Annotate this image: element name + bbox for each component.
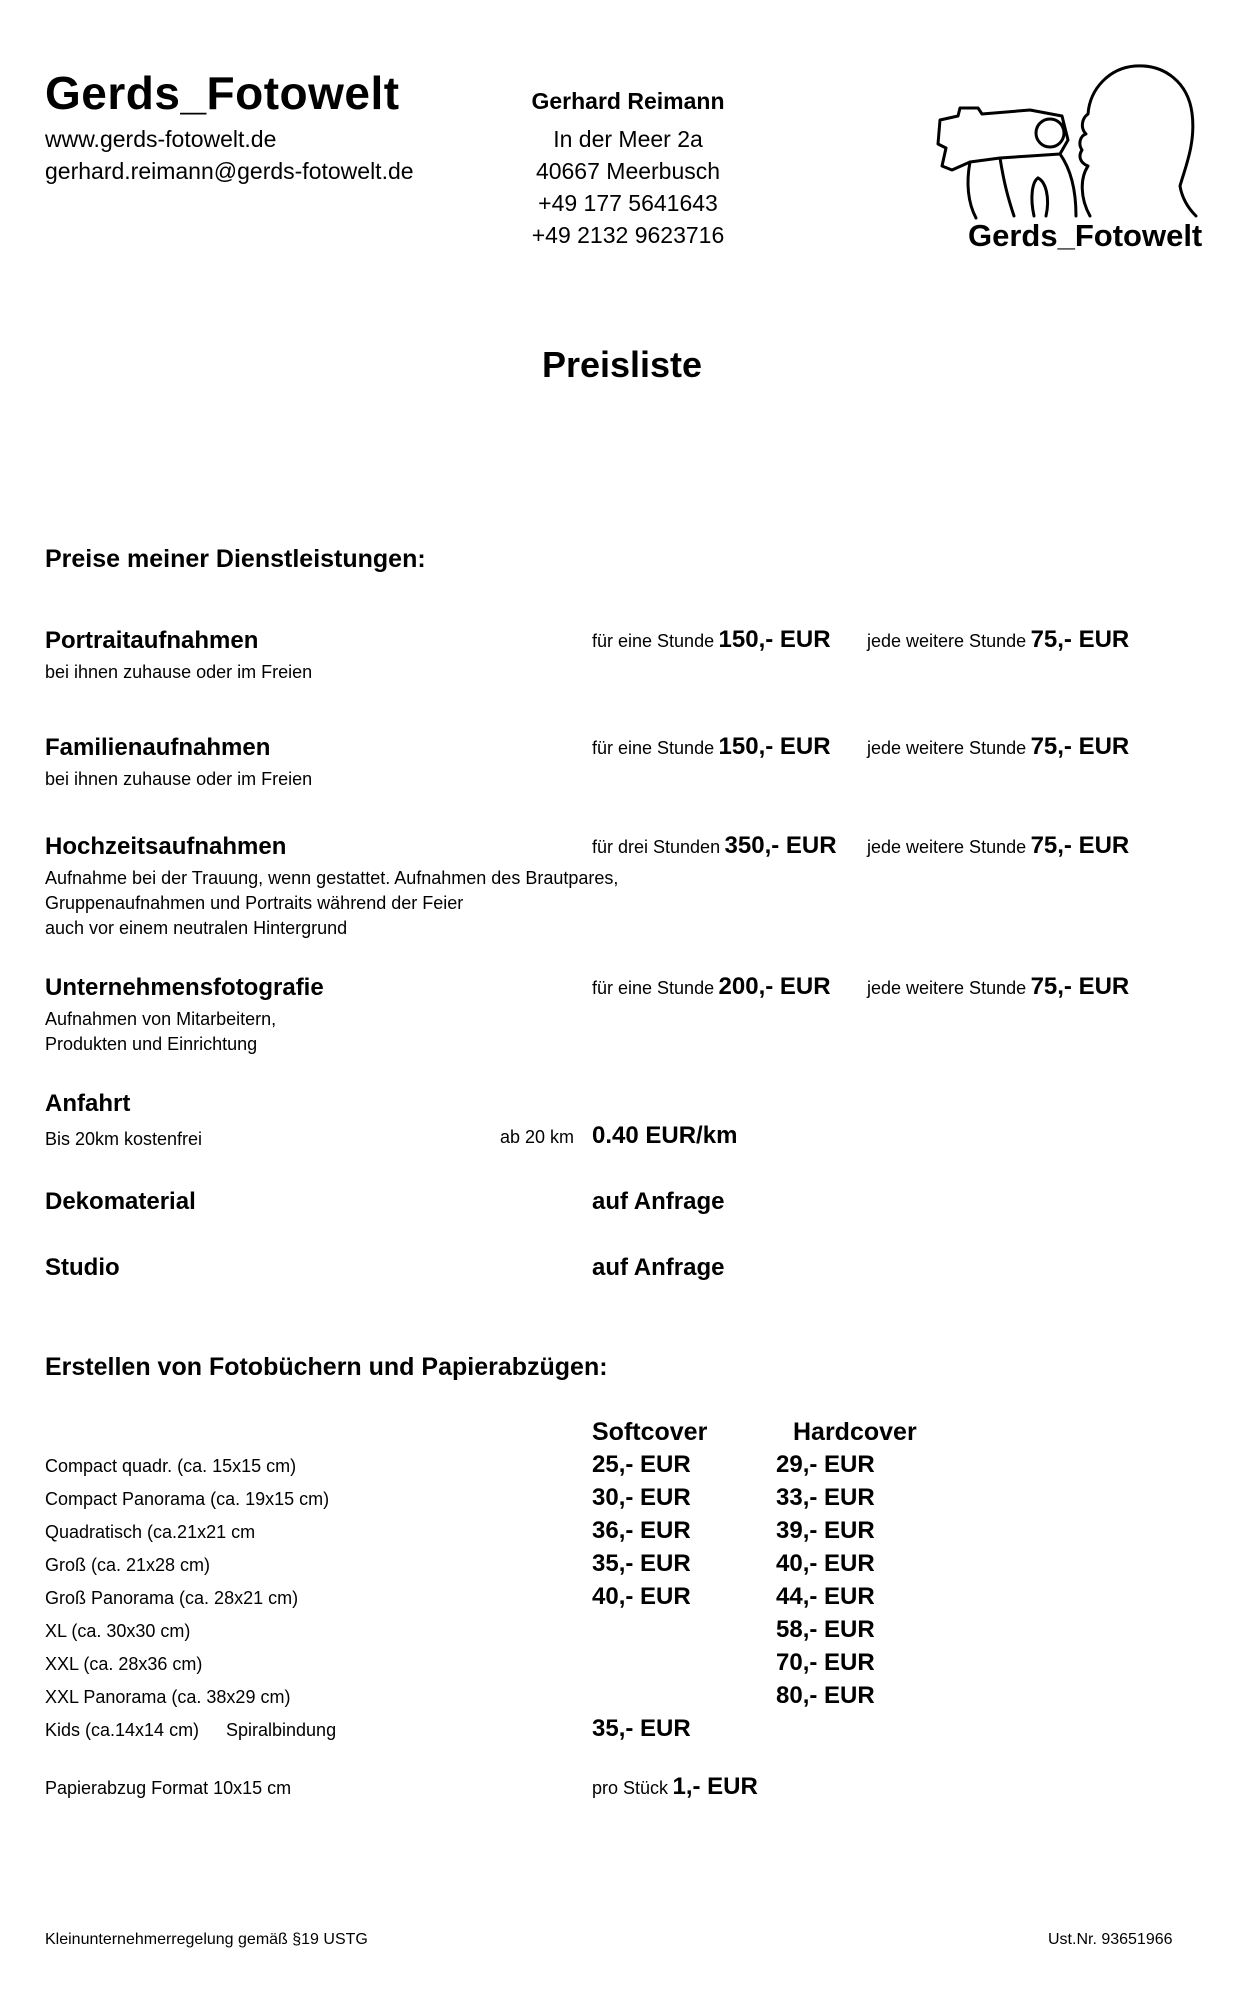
book-row-name: Quadratisch (ca.21x21 cm [45,1522,256,1542]
deko-price: auf Anfrage [592,1188,725,1215]
service-business-extra: jede weitere Stunde 75,- EUR [867,973,1130,1000]
book-row-hard: 44,- EUR [776,1583,875,1610]
service-wedding-base-price: 350,- EUR [724,832,837,859]
book-row-hard: 70,- EUR [776,1649,875,1676]
service-portrait-base-price: 150,- EUR [718,626,831,653]
phone-mobile: +49 177 5641643 [538,190,718,216]
service-wedding-desc-3: auch vor einem neutralen Hintergrund [45,918,348,938]
service-wedding-base: für drei Stunden 350,- EUR [592,832,837,859]
book-row-name: XXL (ca. 28x36 cm) [45,1654,203,1674]
books-col-hardcover: Hardcover [793,1418,917,1446]
print-price-group: pro Stück 1,- EUR [592,1773,758,1800]
address-street: In der Meer 2a [553,126,703,152]
book-kids-note: Spiralbindung [226,1720,337,1740]
travel-desc: Bis 20km kostenfrei [45,1129,203,1149]
book-row-hard: 58,- EUR [776,1616,875,1643]
book-row-soft: 36,- EUR [592,1517,691,1544]
book-row-name: Compact quadr. (ca. 15x15 cm) [45,1456,297,1476]
logo-text: Gerds_Fotowelt [968,218,1203,253]
book-kids-soft: 35,- EUR [592,1715,691,1742]
service-business-extra-price: 75,- EUR [1030,973,1130,1000]
service-business-desc-1: Aufnahmen von Mitarbeitern, [45,1009,277,1029]
travel-price: 0.40 EUR/km [592,1122,738,1149]
service-wedding-desc-2: Gruppenaufnahmen und Portraits während der Feier [45,893,464,913]
book-row-hard: 40,- EUR [776,1550,875,1577]
phone-landline: +49 2132 9623716 [531,222,725,248]
service-family-desc: bei ihnen zuhause oder im Freien [45,769,313,789]
books-col-softcover: Softcover [592,1418,708,1446]
book-row-name: Groß (ca. 21x28 cm) [45,1555,211,1575]
book-row-soft: 30,- EUR [592,1484,691,1511]
service-business-name: Unternehmensfotografie [45,974,324,1001]
website-link[interactable]: www.gerds-fotowelt.de [45,126,277,152]
service-portrait-base: für eine Stunde 150,- EUR [592,626,831,653]
studio-name: Studio [45,1254,120,1281]
service-business-desc-2: Produkten und Einrichtung [45,1034,258,1054]
service-portrait-extra-price: 75,- EUR [1030,626,1130,653]
service-wedding-desc-1: Aufnahme bei der Trauung, wenn gestattet. Aufnahmen des Brautpares, [45,868,619,888]
print-price: 1,- EUR [672,1773,758,1800]
service-portrait-name: Portraitaufnahmen [45,627,259,654]
footer-tax-rule: Kleinunternehmerregelung gemäß §19 USTG [45,1931,368,1948]
service-wedding-extra-price: 75,- EUR [1030,832,1130,859]
service-wedding-extra: jede weitere Stunde 75,- EUR [867,832,1130,859]
footer-tax-number: Ust.Nr. 93651966 [1048,1931,1173,1948]
service-family-extra-price: 75,- EUR [1030,733,1130,760]
service-portrait-extra: jede weitere Stunde 75,- EUR [867,626,1130,653]
book-row-name: XL (ca. 30x30 cm) [45,1621,191,1641]
book-row-name: XXL Panorama (ca. 38x29 cm) [45,1687,291,1707]
email-link[interactable]: gerhard.reimann@gerds-fotowelt.de [45,158,414,184]
service-business-base-price: 200,- EUR [718,973,831,1000]
book-row-name: Compact Panorama (ca. 19x15 cm) [45,1489,330,1509]
book-row-soft: 35,- EUR [592,1550,691,1577]
service-family-base-price: 150,- EUR [718,733,831,760]
owner-name: Gerhard Reimann [531,88,725,114]
service-business-base: für eine Stunde 200,- EUR [592,973,831,1000]
brand-name: Gerds_Fotowelt [45,67,400,119]
print-name: Papierabzug Format 10x15 cm [45,1778,292,1798]
book-row-hard: 80,- EUR [776,1682,875,1709]
service-wedding-name: Hochzeitsaufnahmen [45,833,287,860]
book-row-hard: 39,- EUR [776,1517,875,1544]
book-row-soft: 40,- EUR [592,1583,691,1610]
studio-price: auf Anfrage [592,1254,725,1281]
services-heading: Preise meiner Dienstleistungen: [45,545,426,573]
service-family-base: für eine Stunde 150,- EUR [592,733,831,760]
service-family-extra: jede weitere Stunde 75,- EUR [867,733,1130,760]
service-family-name: Familienaufnahmen [45,734,271,761]
book-row-soft: 25,- EUR [592,1451,691,1478]
book-kids-name: Kids (ca.14x14 cm) [45,1720,200,1740]
deko-name: Dekomaterial [45,1188,196,1215]
books-heading: Erstellen von Fotobüchern und Papierabzügen: [45,1353,608,1381]
travel-name: Anfahrt [45,1090,131,1117]
page-title: Preisliste [541,344,703,385]
book-row-hard: 29,- EUR [776,1451,875,1478]
travel-from-label: ab 20 km [500,1127,575,1147]
book-row-hard: 33,- EUR [776,1484,875,1511]
service-portrait-desc: bei ihnen zuhause oder im Freien [45,662,313,682]
book-row-name: Groß Panorama (ca. 28x21 cm) [45,1588,299,1608]
address-city: 40667 Meerbusch [535,158,721,184]
